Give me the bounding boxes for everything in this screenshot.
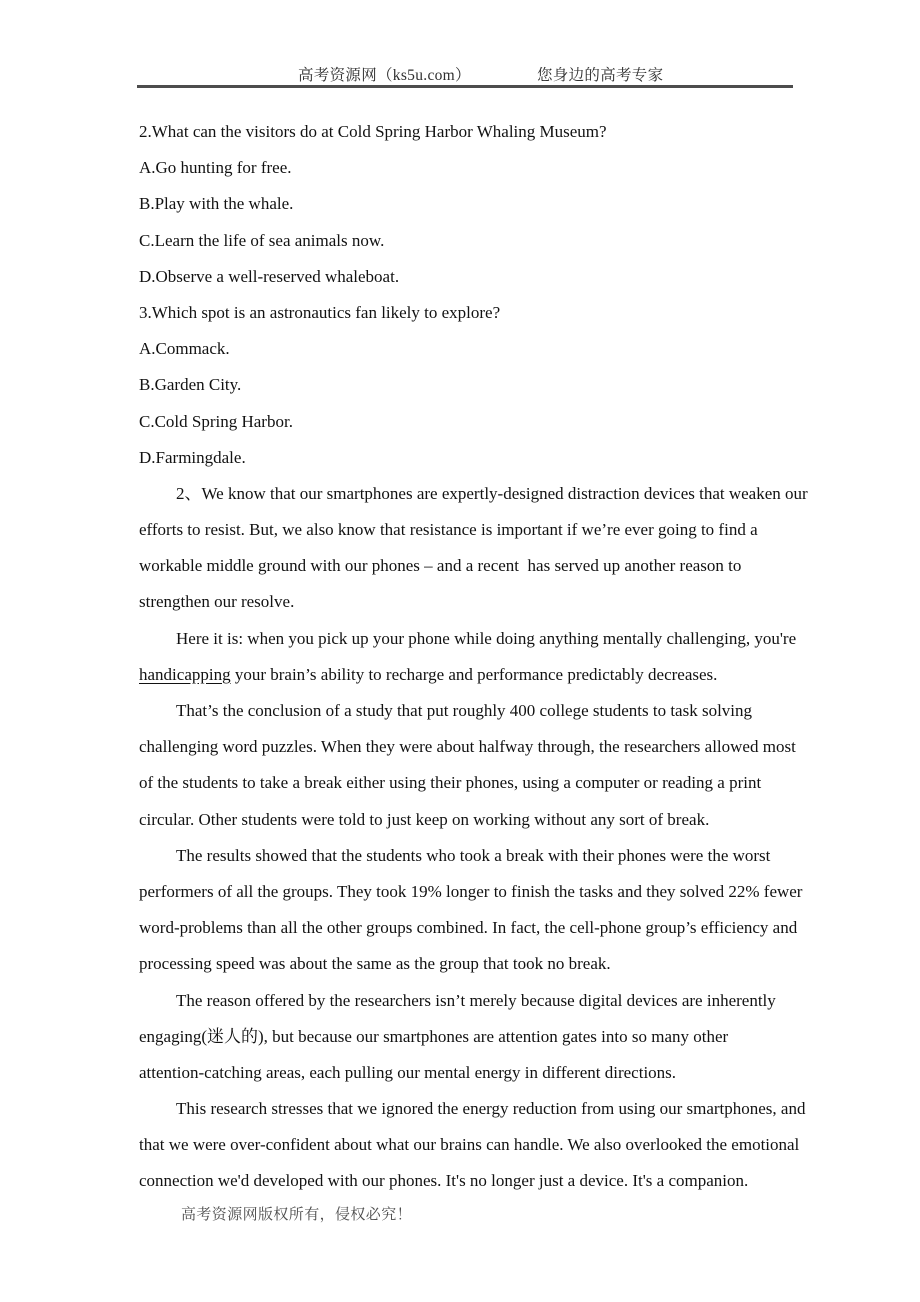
text-line — [139, 114, 799, 150]
text-line — [139, 983, 799, 1019]
line-text: D.Farmingdale. — [139, 447, 246, 467]
text-line — [139, 295, 799, 331]
text-line — [139, 1019, 799, 1055]
text-line — [139, 1127, 799, 1163]
line-text: circular. Other students were told to just keep on working without any sort of break. — [139, 809, 710, 829]
text-line — [139, 1091, 806, 1127]
line-text: A.Commack. — [139, 339, 230, 359]
line-text: 2.What can the visitors do at Cold Spring Harbor Whaling Museum? — [139, 122, 607, 141]
line-text: of the students to take a break either using their phones, using a computer or reading a print — [139, 773, 762, 793]
line-text: connection we'd developed with our phones. It's no longer just a device. It's a companion. — [139, 1171, 749, 1191]
line-text: engaging(迷人的), but because our smartphones are attention gates into so many other — [139, 1026, 729, 1046]
line-text: D.Observe a well-reserved whaleboat. — [139, 266, 400, 286]
text-line — [139, 150, 799, 186]
line-text: that we were over-confident about what our brains can handle. We also overlooked the emotional — [139, 1135, 800, 1155]
line-text: word-problems than all the other groups combined. In fact, the cell-phone group’s efficiency and — [139, 918, 798, 938]
text-line — [139, 404, 799, 440]
line-text: attention-catching areas, each pulling our mental energy in different directions. — [139, 1062, 677, 1082]
header-divider-rule — [137, 85, 793, 88]
line-text: workable middle ground with our phones – and a recent has served up another reason to — [139, 556, 742, 576]
text-line — [139, 838, 799, 874]
header-site-name: 高考资源网（ks5u.com） — [298, 67, 471, 84]
line-text: performers of all the groups. They took 19% longer to finish the tasks and they solved 22% fewer — [139, 881, 803, 901]
line-text: The results showed that the students who took a break with their phones were the worst — [176, 845, 771, 865]
text-line — [139, 765, 799, 801]
line-text: Here it is: when you pick up your phone while doing anything mentally challenging, you're — [176, 628, 797, 648]
text-line — [139, 621, 799, 657]
text-line — [139, 367, 799, 403]
text-line — [139, 548, 799, 584]
text-line — [139, 1055, 799, 1091]
text-line — [139, 729, 799, 765]
line-text: This research stresses that we ignored the energy reduction from using our smartphones, and — [176, 1099, 806, 1119]
line-text: B.Play with the whale. — [139, 194, 294, 214]
line-text: The reason offered by the researchers isn’t merely because digital devices are inherently — [176, 990, 776, 1010]
line-text: A.Go hunting for free. — [139, 158, 292, 178]
underlined-word: handicapping — [139, 664, 231, 684]
text-line — [139, 584, 799, 620]
text-line — [139, 802, 799, 838]
line-text: your brain’s ability to recharge and performance predictably decreases. — [230, 664, 718, 684]
text-line — [139, 223, 799, 259]
text-line — [139, 1163, 799, 1199]
text-line — [139, 946, 799, 982]
line-text: 2、We know that our smartphones are expertly-designed distraction devices that weaken our — [176, 483, 808, 503]
document-body — [139, 114, 808, 1200]
line-text: That’s the conclusion of a study that put roughly 400 college students to task solving — [176, 701, 753, 720]
text-line — [139, 331, 799, 367]
line-text: processing speed was about the same as the group that took no break. — [139, 954, 611, 974]
text-line — [139, 693, 799, 729]
text-line — [139, 259, 799, 295]
text-line — [139, 512, 799, 548]
line-text: C.Cold Spring Harbor. — [139, 411, 293, 431]
text-line — [139, 657, 799, 693]
line-text: strengthen our resolve. — [139, 592, 295, 612]
line-text: challenging word puzzles. When they were about halfway through, the researchers allowed most — [139, 737, 796, 757]
text-line — [139, 186, 799, 222]
line-text: 3.Which spot is an astronautics fan likely to explore? — [139, 302, 501, 322]
header-slogan: 您身边的高考专家 — [537, 67, 664, 84]
text-line — [139, 440, 799, 476]
line-text: C.Learn the life of sea animals now. — [139, 230, 385, 250]
footer-copyright: 高考资源网版权所有，侵权必究！ — [181, 1207, 413, 1223]
text-line — [139, 910, 799, 946]
line-text: B.Garden City. — [139, 375, 242, 395]
text-line — [139, 476, 808, 512]
text-line — [139, 874, 803, 910]
line-text: efforts to resist. But, we also know that resistance is important if we’re ever going to find a — [139, 520, 758, 540]
